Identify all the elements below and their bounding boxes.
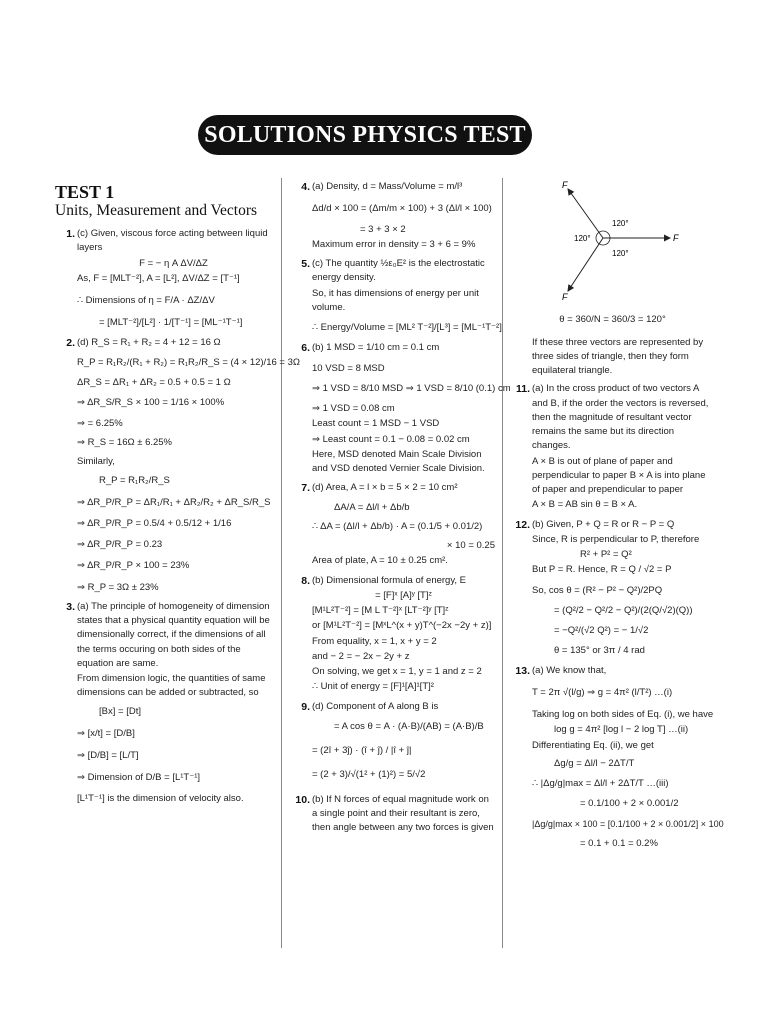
angle-formula: θ = 360/N = 360/3 = 120° bbox=[559, 314, 666, 326]
solution-line: (c) The quantity ½ε₀E² is the electrostatic energy density. bbox=[312, 258, 485, 284]
solution-line: ΔA/A = Δl/l + Δb/b bbox=[334, 501, 410, 513]
solution-line: T = 2π √(l/g) ⇒ g = 4π² (l/T²) …(i) bbox=[532, 686, 673, 698]
solution-line: ∴ Energy/Volume = [ML² T⁻²]/[L³] = [ML⁻¹T⁻²] bbox=[312, 322, 502, 333]
solution-line: or [M¹L²T⁻²] = [MˣL^(x + y)T^(−2x −2y + z)] bbox=[312, 620, 492, 632]
question-number: 2. bbox=[66, 336, 75, 349]
solution-line: ⇒ Least count = 0.1 − 0.08 = 0.02 cm bbox=[312, 433, 470, 445]
solution-line: Δg/g = Δl/l − 2ΔT/T bbox=[554, 757, 635, 769]
question-9 bbox=[290, 700, 495, 783]
question-number: 1. bbox=[66, 228, 75, 240]
force-label: F bbox=[562, 180, 568, 190]
solution-line: ⇒ = 6.25% bbox=[77, 417, 123, 429]
angle-label: 120° bbox=[612, 219, 629, 228]
force-label: F bbox=[562, 292, 568, 302]
solution-line: = [F]ˣ [A]ʸ [T]ᶻ bbox=[375, 589, 432, 601]
question-6 bbox=[290, 341, 511, 476]
force-vector-diagram bbox=[520, 178, 690, 303]
solution-line: A × B is out of plane of paper and perpendicular to paper B × A is into plane of paper and prependicular to paper bbox=[532, 455, 706, 495]
question-number: 11. bbox=[515, 383, 530, 396]
solution-line: Similarly, bbox=[77, 456, 115, 467]
solution-line: Taking log on both sides of Eq. (i), we have bbox=[532, 709, 714, 720]
solution-line: ⇒ [D/B] = [L/T] bbox=[77, 750, 139, 761]
solution-line: and − 2 = − 2x − 2y + z bbox=[312, 650, 410, 662]
solution-line: ⇒ ΔR_P/R_P = 0.5/4 + 0.5/12 + 1/16 bbox=[77, 517, 232, 529]
question-1 bbox=[55, 227, 270, 331]
solution-line: ⇒ [x/t] = [D/B] bbox=[77, 727, 135, 739]
solution-line: = (2î + 3ĵ) · (î + ĵ) / |î + ĵ| bbox=[312, 745, 412, 756]
solution-line: Since, R is perpendicular to P, therefore bbox=[532, 533, 700, 545]
question-11 bbox=[510, 382, 715, 512]
solution-line: Area of plate, A = 10 ± 0.25 cm². bbox=[312, 555, 448, 567]
solution-line: (a) In the cross product of two vectors A and B, if the order the vectors is reversed, then the magnitude of resultant vector remains the same but its direction changes. bbox=[532, 383, 709, 452]
solution-line: = 0.1/100 + 2 × 0.001/2 bbox=[580, 798, 679, 810]
force-arrow-down bbox=[568, 238, 603, 291]
question-number: 3. bbox=[66, 600, 75, 613]
question-number: 10. bbox=[295, 793, 310, 806]
solution-line: ⇒ ΔR_P/R_P = ΔR₁/R₁ + ΔR₂/R₂ + ΔR_S/R_S bbox=[77, 496, 271, 508]
question-number: 13. bbox=[515, 664, 530, 677]
solution-line: 10 VSD = 8 MSD bbox=[312, 362, 385, 374]
solution-line: ⇒ ΔR_S/R_S × 100 = 1/16 × 100% bbox=[77, 397, 225, 409]
column-divider-left bbox=[281, 178, 282, 948]
solution-line: ⇒ 1 VSD = 8/10 MSD ⇒ 1 VSD = 8/10 (0.1) cm bbox=[312, 382, 511, 394]
solution-line: R² + P² = Q² bbox=[580, 549, 632, 560]
solution-line: (b) 1 MSD = 1/10 cm = 0.1 cm bbox=[312, 342, 440, 354]
question-number: 8. bbox=[301, 574, 310, 587]
solution-line: Least count = 1 MSD − 1 VSD bbox=[312, 418, 440, 430]
solution-line: × 10 = 0.25 bbox=[446, 540, 495, 551]
solution-line: = [MLT⁻²]/[L²] · 1/[T⁻¹] = [ML⁻¹T⁻¹] bbox=[99, 317, 243, 329]
solution-line: [Bx] = [Dt] bbox=[99, 705, 141, 717]
angle-label: 120° bbox=[574, 234, 591, 243]
solution-line: F = − η A ΔV/ΔZ bbox=[139, 257, 208, 269]
solution-line: (d) R_S = R₁ + R₂ = 4 + 12 = 16 Ω bbox=[77, 336, 221, 348]
solution-line: log g = 4π² [log l − 2 log T] …(ii) bbox=[554, 724, 689, 736]
solution-line: ∴ Unit of energy = [F]¹[A]¹[T]² bbox=[312, 681, 434, 693]
solution-line: ⇒ ΔR_P/R_P = 0.23 bbox=[77, 539, 163, 550]
solution-line: (b) Given, P + Q = R or R − P = Q bbox=[532, 518, 675, 530]
solution-line: ΔR_S = ΔR₁ + ΔR₂ = 0.5 + 0.5 = 1 Ω bbox=[77, 377, 231, 388]
solution-line: R_P = R₁R₂/(R₁ + R₂) = R₁R₂/R_S = (4 × 12)/16 = 3Ω bbox=[77, 356, 300, 368]
question-number: 6. bbox=[301, 342, 310, 355]
solution-line: (a) Density, d = Mass/Volume = m/l³ bbox=[312, 181, 463, 192]
question-13 bbox=[510, 664, 724, 852]
solution-line: From dimension logic, the quantities of same dimensions can be added or subtracted, so bbox=[77, 673, 266, 699]
solution-line: But P = R. Hence, R = Q / √2 = P bbox=[532, 564, 672, 576]
column-divider-right bbox=[502, 178, 503, 948]
question-8 bbox=[290, 574, 495, 695]
question-4 bbox=[290, 180, 495, 252]
solution-line: θ = 135° or 3π / 4 rad bbox=[554, 645, 645, 657]
question-number: 5. bbox=[301, 258, 310, 270]
solution-line: Differentiating Eq. (ii), we get bbox=[532, 739, 654, 751]
solution-line: ⇒ R_P = 3Ω ± 23% bbox=[77, 581, 159, 593]
solution-line: = A cos θ = A · (A·B)/(AB) = (A·B)/B bbox=[334, 720, 484, 732]
solution-line: So, it has dimensions of energy per unit volume. bbox=[312, 287, 479, 313]
question-12 bbox=[510, 518, 715, 659]
solution-line: ⇒ ΔR_P/R_P × 100 = 23% bbox=[77, 560, 190, 572]
solution-line: = (2 + 3)/√(1² + (1)²) = 5/√2 bbox=[312, 769, 426, 781]
solution-line: = 0.1 + 0.1 = 0.2% bbox=[580, 838, 658, 849]
solution-line: On solving, we get x = 1, y = 1 and z = 2 bbox=[312, 666, 482, 677]
solution-line: |Δg/g|max × 100 = [0.1/100 + 2 × 0.001/2] × 100 bbox=[532, 818, 724, 829]
column-three bbox=[510, 178, 724, 856]
solution-line: (a) The principle of homogeneity of dimension states that a physical quantity equation will be dimensionally correct, if the dimensions of all the terms occuring on both sides of the equation are same. bbox=[77, 600, 270, 669]
question-3 bbox=[55, 600, 270, 806]
question-7 bbox=[290, 481, 495, 568]
solution-line: (d) Component of A along B is bbox=[312, 700, 439, 712]
question-number: 4. bbox=[301, 181, 310, 193]
test-heading: TEST 1 bbox=[55, 182, 115, 202]
question-number: 7. bbox=[301, 482, 310, 495]
solution-line: (d) Area, A = l × b = 5 × 2 = 10 cm² bbox=[312, 482, 458, 494]
solution-line: = (Q²/2 − Q²/2 − Q²)/(2(Q/√2)(Q)) bbox=[554, 604, 693, 616]
solution-line: ∴ Dimensions of η = F/A · ΔZ/ΔV bbox=[77, 295, 215, 306]
solution-line: From equality, x = 1, x + y = 2 bbox=[312, 635, 437, 647]
solution-line: [M¹L²T⁻²] = [M L T⁻²]ˣ [LT⁻²]ʸ [T]ᶻ bbox=[312, 605, 449, 616]
solution-line: (b) Dimensional formula of energy, E bbox=[312, 574, 466, 586]
solution-line: ∴ ΔA = (Δl/l + Δb/b) · A = (0.1/5 + 0.01/2) bbox=[312, 520, 483, 532]
solution-line: Δd/d × 100 = (Δm/m × 100) + 3 (Δl/l × 100) bbox=[312, 203, 492, 215]
solution-line: ⇒ 1 VSD = 0.08 cm bbox=[312, 403, 395, 414]
force-arrow-up bbox=[568, 189, 603, 238]
solution-line: [L¹T⁻¹] is the dimension of velocity also. bbox=[77, 792, 244, 804]
solution-line: (c) Given, viscous force acting between liquid layers bbox=[77, 228, 268, 254]
solution-line: ∴ |Δg/g|max = Δl/l + 2ΔT/T …(iii) bbox=[532, 778, 669, 789]
question-number: 9. bbox=[301, 700, 310, 713]
column-two bbox=[290, 178, 511, 840]
solution-line: So, cos θ = (R² − P² − Q²)/2PQ bbox=[532, 584, 663, 596]
solution-line: ⇒ Dimension of D/B = [L¹T⁻¹] bbox=[77, 772, 201, 784]
solution-line: = 3 + 3 × 2 bbox=[360, 223, 406, 235]
solution-line: Here, MSD denoted Main Scale Division and VSD denoted Vernier Scale Division. bbox=[312, 448, 485, 474]
solution-line: (a) We know that, bbox=[532, 664, 607, 676]
question-2 bbox=[55, 336, 300, 595]
test-subtitle: Units, Measurement and Vectors bbox=[55, 202, 258, 219]
solution-line: Maximum error in density = 3 + 6 = 9% bbox=[312, 238, 476, 250]
angle-label: 120° bbox=[612, 249, 629, 258]
column-one bbox=[55, 178, 300, 811]
solution-line: = −Q²/(√2 Q²) = − 1/√2 bbox=[554, 625, 649, 636]
question-5 bbox=[290, 257, 502, 335]
solution-line: ⇒ R_S = 16Ω ± 6.25% bbox=[77, 436, 173, 448]
solution-line: A × B = AB sin θ = B × A. bbox=[532, 499, 638, 511]
question-number: 12. bbox=[515, 518, 530, 531]
page-title-banner: SOLUTIONS PHYSICS TEST bbox=[198, 115, 532, 155]
solution-line: (b) If N forces of equal magnitude work on a single point and their resultant is zero, then angle between any two forces is given bbox=[312, 793, 494, 833]
solution-line: As, F = [MLT⁻²], A = [L²], ΔV/ΔZ = [T⁻¹] bbox=[77, 272, 240, 284]
solution-line: If these three vectors are represented by three sides of triangle, then they form equilateral triangle. bbox=[532, 336, 704, 376]
force-label: F bbox=[673, 233, 679, 243]
solution-line: R_P = R₁R₂/R_S bbox=[99, 475, 170, 487]
question-10 bbox=[290, 793, 495, 836]
